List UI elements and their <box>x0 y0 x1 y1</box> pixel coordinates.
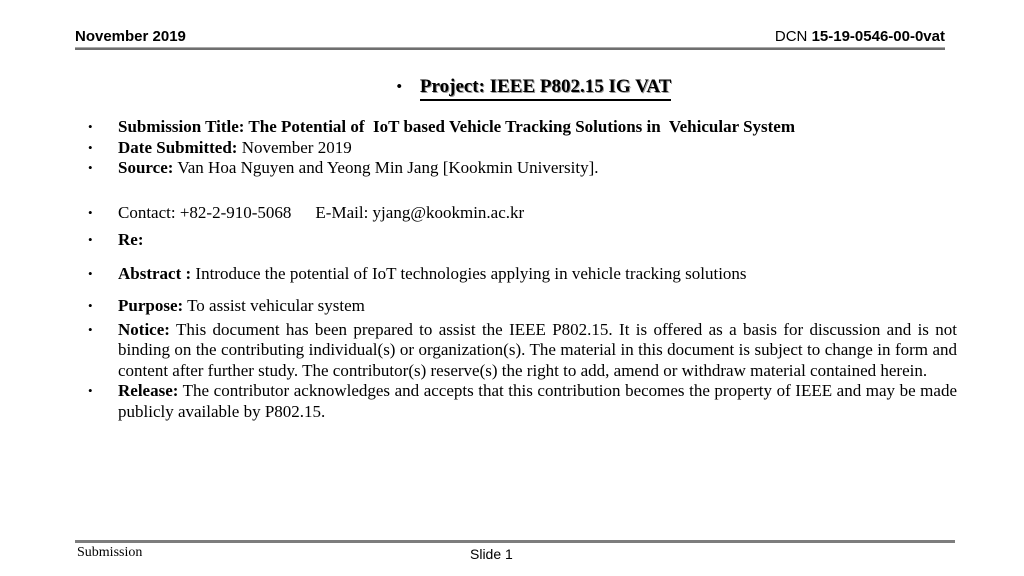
list-item-abstract <box>88 264 957 285</box>
list-item-purpose <box>88 296 957 317</box>
item-text: The contributor acknowledges and accepts that this contribution becomes the property of IEEE and may be made publicly available by P802.15. <box>118 381 957 421</box>
list-item-contact <box>88 203 957 224</box>
list-item-date-submitted <box>88 138 957 159</box>
item-label: Submission Title: <box>118 117 245 136</box>
item-content <box>118 296 957 317</box>
item-text: The Potential of IoT based Vehicle Tracking Solutions in Vehicular System <box>244 117 796 136</box>
footer-slide-number: Slide 1 <box>470 546 513 562</box>
bullet-icon: • <box>88 383 93 398</box>
item-label: Purpose: <box>118 296 184 315</box>
bullet-icon: • <box>396 79 402 95</box>
item-label: Release: <box>118 381 179 400</box>
slide-body <box>88 117 957 422</box>
list-item-release <box>88 381 957 422</box>
header-dcn <box>775 29 945 45</box>
item-content <box>118 117 957 138</box>
dcn-label: DCN <box>774 28 812 45</box>
item-content <box>118 158 957 179</box>
item-text: This document has been prepared to assist the IEEE P802.15. It is offered as a basis for discussion and is not binding on the contributing individual(s) or organization(s). The material in this document is subject to change in form and content after further study. The contributor(s) reserve(s) the right to add, amend or withdraw material contained herein. <box>118 319 957 380</box>
slide-header <box>75 29 945 45</box>
item-label: Date Submitted: <box>118 137 238 157</box>
item-content <box>118 264 957 285</box>
bullet-icon: • <box>88 298 93 313</box>
list-item-submission-title <box>88 117 957 138</box>
item-text: November 2019 <box>237 137 352 157</box>
item-content <box>118 230 957 251</box>
list-item-notice <box>88 320 957 382</box>
footer-rule <box>75 540 955 543</box>
bullet-icon: • <box>88 265 93 281</box>
item-content <box>118 381 957 422</box>
slide-title: Project: IEEE P802.15 IG VAT <box>420 76 671 101</box>
bullet-icon: • <box>88 321 93 337</box>
item-label: Re: <box>118 230 144 249</box>
bullet-icon: • <box>88 119 93 134</box>
list-item-re <box>88 230 957 251</box>
header-rule <box>75 47 945 50</box>
item-label: Notice: <box>118 319 170 339</box>
item-text: Introduce the potential of IoT technologies applying in vehicle tracking solutions <box>191 263 747 283</box>
header-date: November 2019 <box>75 28 186 45</box>
item-content <box>118 203 957 224</box>
item-label: Source: <box>118 158 174 177</box>
bullet-icon: • <box>88 232 93 247</box>
slide-title-row <box>22 76 1024 101</box>
list-item-source <box>88 158 957 179</box>
item-text: Van Hoa Nguyen and Yeong Min Jang [Kookmin University]. <box>173 158 599 177</box>
contact-phone: Contact: +82-2-910-5068 <box>118 202 292 222</box>
bullet-icon: • <box>88 139 93 155</box>
footer-submission-label: Submission <box>77 545 143 560</box>
contact-email: E-Mail: yjang@kookmin.ac.kr <box>315 202 525 222</box>
bullet-icon: • <box>88 204 93 220</box>
item-label: Abstract : <box>118 263 192 283</box>
item-content <box>118 320 957 382</box>
item-content <box>118 138 957 159</box>
item-text: To assist vehicular system <box>183 296 365 315</box>
bullet-icon: • <box>88 160 93 175</box>
dcn-number: 15-19-0546-00-0vat <box>811 28 945 45</box>
